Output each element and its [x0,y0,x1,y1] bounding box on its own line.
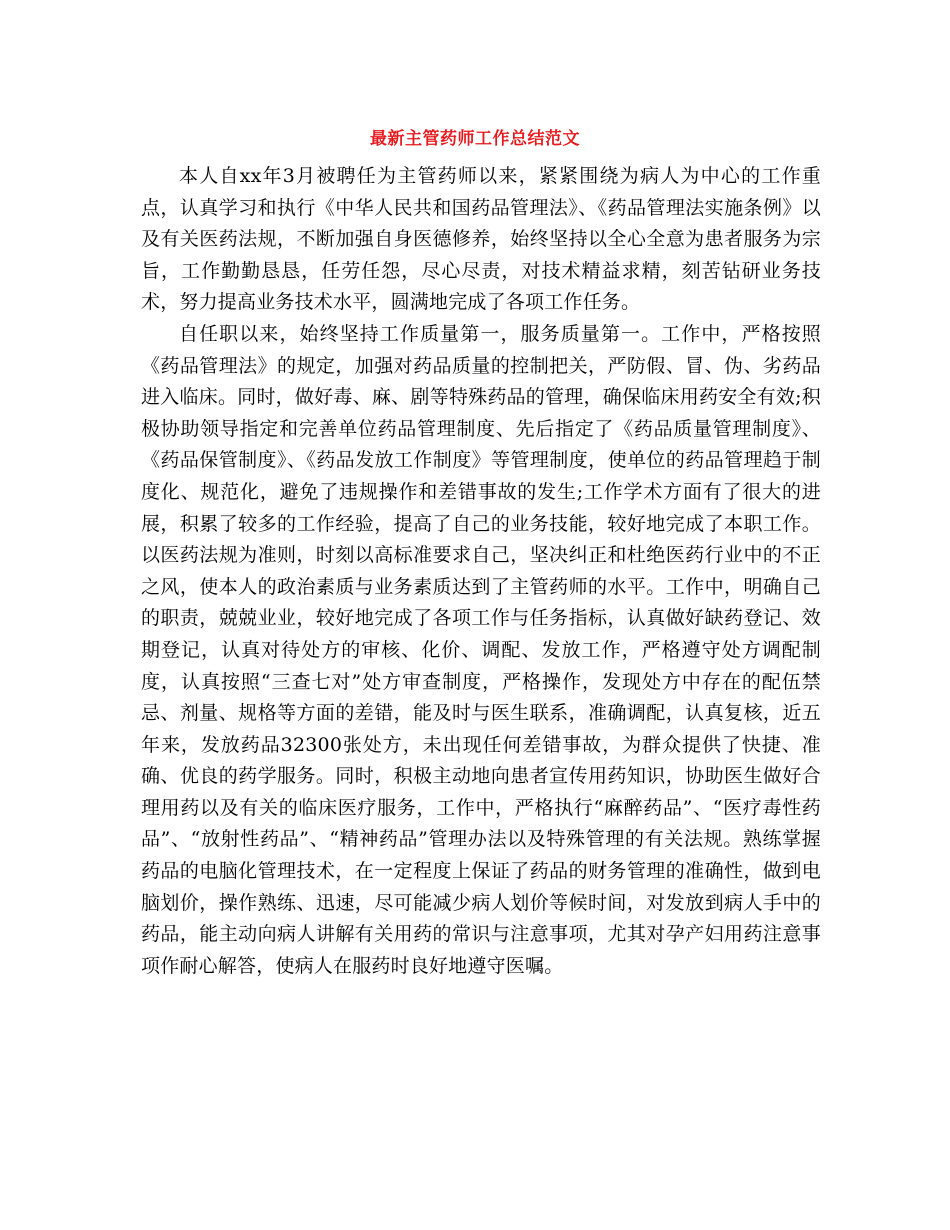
paragraph-1: 本人自xx年3月被聘任为主管药师以来，紧紧围绕为病人为中心的工作重点，认真学习和执行《中华人民共和国药品管理法》、《药品管理法实施条例》以及有关医药法规，不断加强自身医德修养，始终坚持以全心全意为患者服务为宗旨，工作勤勤恳恳，任劳任怨，尽心尽责，对技术精益求精，刻苦钻研业务技术，努力提高业务技术水平，圆满地完成了各项工作任务。 [141,165,821,314]
document-title: 最新主管药师工作总结范文 [370,129,580,149]
paragraph-2: 自任职以来，始终坚持工作质量第一，服务质量第一。工作中，严格按照《药品管理法》的规定，加强对药品质量的控制把关，严防假、冒、伪、劣药品进入临床。同时，做好毒、麻、剧等特殊药品的管理，确保临床用药安全有效;积极协助领导指定和完善单位药品管理制度、先后指定了《药品质量管理制度》、《药品保管制度》、《药品发放工作制度》等管理制度，使单位的药品管理趋于制度化、规范化，避免了违规操作和差错事故的发生;工作学术方面有了很大的进展，积累了较多的工作经验，提高了自己的业务技能，较好地完成了本职工作。以医药法规为准则，时刻以高标准要求自己，坚决纠正和杜绝医药行业中的不正之风，使本人的政治素质与业务素质达到了主管药师的水平。工作中，明确自己的职责，兢兢业业，较好地完成了各项工作与任务指标，认真做好缺药登记、效期登记，认真对待处方的审核、化价、调配、发放工作，严格遵守处方调配制度，认真按照“三查七对”处方审查制度，严格操作，发现处方中存在的配伍禁忌、剂量、规格等方面的差错，能及时与医生联系，准确调配，认真复核，近五年来，发放药品32300张处方，未出现任何差错事故，为群众提供了快捷、准确、优良的药学服务。同时，积极主动地向患者宣传用药知识，协助医生做好合理用药以及有关的临床医疗服务，工作中，严格执行“麻醉药品”、“医疗毒性药品”、“放射性药品”、“精神药品”管理办法以及特殊管理的有关法规。熟练掌握药品的电脑化管理技术，在一定程度上保证了药品的财务管理的准确性，做到电脑划价，操作熟练、迅速，尽可能减少病人划价等候时间，对发放到病人手中的药品，能主动向病人讲解有关用药的常识与注意事项，尤其对孕产妇用药注意事项作耐心解答，使病人在服药时良好地遵守医嘱。 [141,322,821,977]
document-body [141,161,821,982]
